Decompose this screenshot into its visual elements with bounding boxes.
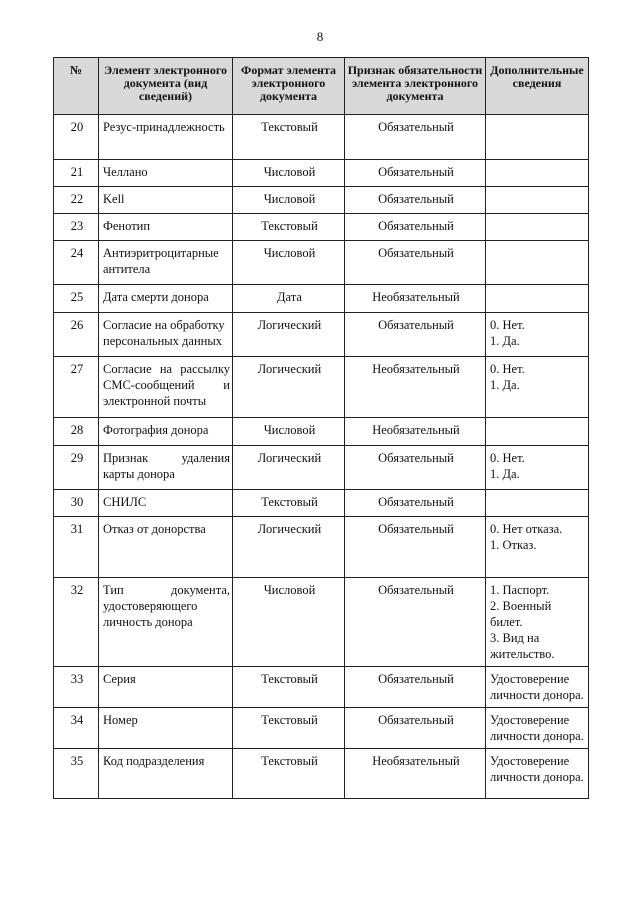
row-format: Текстовый [233,708,345,749]
row-required: Обязательный [345,667,486,708]
row-element: Фенотип [99,214,233,241]
row-format: Числовой [233,241,345,285]
additional-line: 0. Нет отказа. [490,522,563,536]
row-number: 22 [54,187,99,214]
row-format: Текстовый [233,749,345,799]
row-format: Дата [233,285,345,313]
row-format: Логический [233,446,345,490]
additional-line: 1. Да. [490,378,520,392]
additional-line: 0. Нет. [490,362,525,376]
row-required: Обязательный [345,115,486,160]
additional-line: 2. Военный билет. [490,599,552,629]
table-row [54,115,589,160]
row-format: Числовой [233,160,345,187]
row-element: Резус-принадлежность [99,115,233,160]
row-number: 27 [54,357,99,418]
row-additional [486,160,589,187]
additional-line: 3. Вид на жительство. [490,631,555,661]
row-element: Согласие на обработку персональных данных [99,313,233,357]
row-required: Обязательный [345,517,486,578]
row-element: СНИЛС [99,490,233,517]
row-required: Обязательный [345,241,486,285]
row-number: 35 [54,749,99,799]
table-row [54,517,589,578]
additional-line: 0. Нет. [490,451,525,465]
table-row [54,313,589,357]
row-element: Согласие на рассылку СМС-сообщений и электронной почты [99,357,233,418]
row-required: Обязательный [345,490,486,517]
additional-line: Удостоверение личности донора. [490,754,584,784]
row-required: Обязательный [345,160,486,187]
additional-line: 1. Да. [490,334,520,348]
row-required: Обязательный [345,214,486,241]
row-number: 29 [54,446,99,490]
row-element: Тип документа, удостоверяющего личность донора [99,578,233,667]
row-element: Признак удаления карты донора [99,446,233,490]
row-number: 33 [54,667,99,708]
table-row [54,418,589,446]
row-additional [486,708,589,749]
row-number: 34 [54,708,99,749]
row-number: 25 [54,285,99,313]
row-additional [486,313,589,357]
row-additional [486,418,589,446]
row-required: Необязательный [345,285,486,313]
row-number: 30 [54,490,99,517]
row-additional [486,517,589,578]
row-additional [486,214,589,241]
row-number: 26 [54,313,99,357]
row-element: Антиэритроцитарные антитела [99,241,233,285]
table-header-row [54,58,589,115]
row-additional [486,187,589,214]
row-additional [486,241,589,285]
table-row [54,214,589,241]
row-additional [486,446,589,490]
table-row [54,578,589,667]
table-row [54,241,589,285]
table-row [54,667,589,708]
row-element: Серия [99,667,233,708]
row-required: Необязательный [345,749,486,799]
table-row [54,160,589,187]
row-additional [486,490,589,517]
row-format: Текстовый [233,115,345,160]
row-additional [486,749,589,799]
row-element: Отказ от донорства [99,517,233,578]
row-additional [486,357,589,418]
additional-line: Удостоверение личности донора. [490,713,584,743]
row-required: Обязательный [345,313,486,357]
row-format: Логический [233,313,345,357]
table-row [54,749,589,799]
header-required: Признак обязательности элемента электронного документа [345,58,486,115]
row-required: Обязательный [345,446,486,490]
table-row [54,285,589,313]
row-required: Необязательный [345,357,486,418]
data-elements-table [53,57,589,799]
row-element: Челлано [99,160,233,187]
row-format: Текстовый [233,214,345,241]
table-row [54,187,589,214]
row-required: Обязательный [345,187,486,214]
row-required: Обязательный [345,708,486,749]
table-row [54,490,589,517]
row-element: Код подразделения [99,749,233,799]
row-number: 21 [54,160,99,187]
row-element: Номер [99,708,233,749]
row-number: 31 [54,517,99,578]
header-number: № [54,58,99,115]
row-additional [486,285,589,313]
row-required: Обязательный [345,578,486,667]
row-additional [486,667,589,708]
table-body [54,115,589,799]
row-format: Текстовый [233,490,345,517]
row-element: Фотография донора [99,418,233,446]
row-number: 23 [54,214,99,241]
table-row [54,708,589,749]
additional-line: 0. Нет. [490,318,525,332]
row-format: Логический [233,517,345,578]
row-additional [486,578,589,667]
row-format: Текстовый [233,667,345,708]
page-number: 8 [316,29,324,44]
row-element: Kell [99,187,233,214]
table-row [54,357,589,418]
row-number: 28 [54,418,99,446]
row-number: 24 [54,241,99,285]
row-format: Числовой [233,418,345,446]
additional-line: 1. Паспорт. [490,583,550,597]
header-additional: Дополнительные сведения [486,58,589,115]
additional-line: 1. Отказ. [490,538,537,552]
additional-line: 1. Да. [490,467,520,481]
row-required: Необязательный [345,418,486,446]
row-number: 20 [54,115,99,160]
row-format: Числовой [233,578,345,667]
additional-line: Удостоверение личности донора. [490,672,584,702]
row-additional [486,115,589,160]
header-format: Формат элемента электронного документа [233,58,345,115]
header-element: Элемент электронного документа (вид сведений) [99,58,233,115]
table-row [54,446,589,490]
row-number: 32 [54,578,99,667]
row-element: Дата смерти донора [99,285,233,313]
row-format: Числовой [233,187,345,214]
row-format: Логический [233,357,345,418]
